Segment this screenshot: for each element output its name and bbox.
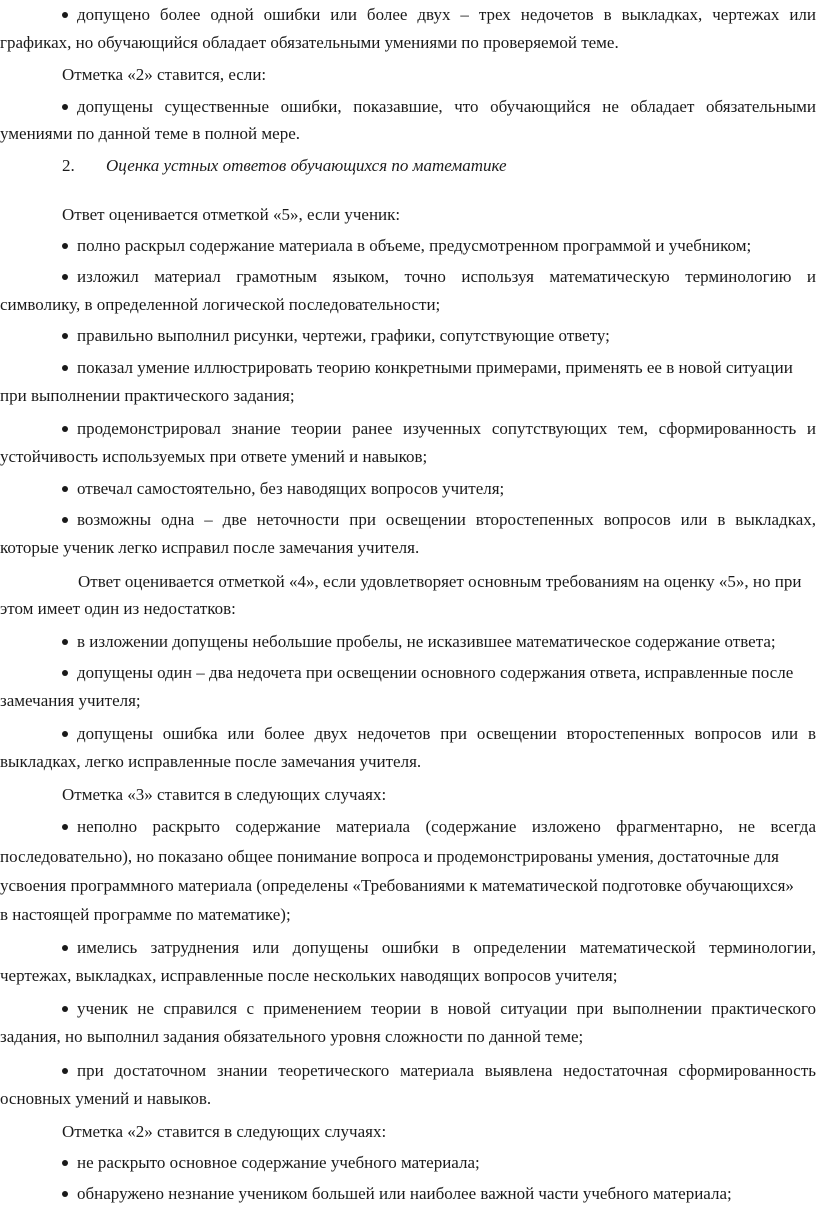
paragraph-line: этом имеет один из недостатков: bbox=[0, 599, 236, 618]
paragraph-line: Ответ оценивается отметкой «5», если ученик: bbox=[62, 205, 401, 224]
paragraph-line: усвоения программного материала (определены «Требованиями к математической подготовке обучающихся» bbox=[0, 876, 794, 895]
paragraph-line: графиках, но обучающийся обладает обязательными умениями по проверяемой теме. bbox=[0, 33, 619, 52]
list-item: допущены один – два недочета при освещении основного содержания ответа, исправленные после bbox=[0, 661, 816, 685]
section-number: 2. bbox=[62, 156, 75, 175]
bullet-icon bbox=[62, 104, 68, 110]
bullet-icon bbox=[62, 426, 68, 432]
paragraph-line: последовательно), но показано общее понимание вопроса и продемонстрированы умения, достаточные для bbox=[0, 847, 779, 866]
bullet-icon bbox=[62, 945, 68, 951]
paragraph-line: основных умений и навыков. bbox=[0, 1089, 212, 1108]
bullet-icon bbox=[62, 639, 68, 645]
bullet-icon bbox=[62, 1191, 68, 1197]
bullet-icon bbox=[62, 12, 68, 18]
bullet-icon bbox=[62, 486, 68, 492]
paragraph-line: чертежах, выкладках, исправленные после нескольких наводящих вопросов учителя; bbox=[0, 966, 618, 985]
list-item: в изложении допущены небольшие пробелы, не исказившее математическое содержание ответа; bbox=[0, 630, 816, 654]
bullet-icon bbox=[62, 274, 68, 280]
bullet-icon bbox=[62, 824, 68, 830]
bullet-icon bbox=[62, 333, 68, 339]
paragraph-line: Отметка «2» ставится в следующих случаях: bbox=[62, 1122, 387, 1141]
list-item: допущены существенные ошибки, показавшие, что обучающийся не обладает обязательными bbox=[0, 95, 816, 119]
list-item: ученик не справился с применением теории в новой ситуации при выполнении практического bbox=[0, 997, 816, 1021]
paragraph-line: Отметка «2» ставится, если: bbox=[62, 65, 267, 84]
list-item: при достаточном знании теоретического материала выявлена недостаточная сформированность bbox=[0, 1059, 816, 1083]
list-item: не раскрыто основное содержание учебного материала; bbox=[0, 1151, 816, 1175]
paragraph-line: замечания учителя; bbox=[0, 691, 141, 710]
list-item: продемонстрировал знание теории ранее изученных сопутствующих тем, сформированность и bbox=[0, 417, 816, 441]
list-item: отвечал самостоятельно, без наводящих вопросов учителя; bbox=[0, 477, 816, 501]
list-item: неполно раскрыто содержание материала (содержание изложено фрагментарно, не всегда bbox=[0, 815, 816, 839]
bullet-icon bbox=[62, 731, 68, 737]
list-item: возможны одна – две неточности при освещении второстепенных вопросов или в выкладках, bbox=[0, 508, 816, 532]
paragraph-line: Отметка «3» ставится в следующих случаях: bbox=[62, 785, 387, 804]
bullet-icon bbox=[62, 1068, 68, 1074]
bullet-icon bbox=[62, 365, 68, 371]
bullet-icon bbox=[62, 1006, 68, 1012]
paragraph-line: при выполнении практического задания; bbox=[0, 386, 295, 405]
paragraph-line: в настоящей программе по математике); bbox=[0, 905, 291, 924]
paragraph-line: умениями по данной теме в полной мере. bbox=[0, 124, 300, 143]
list-item: показал умение иллюстрировать теорию конкретными примерами, применять ее в новой ситуации bbox=[0, 356, 816, 380]
paragraph-line: выкладках, легко исправленные после замечания учителя. bbox=[0, 752, 422, 771]
bullet-icon bbox=[62, 517, 68, 523]
bullet-icon bbox=[62, 243, 68, 249]
paragraph-line: задания, но выполнил задания обязательного уровня сложности по данной теме; bbox=[0, 1027, 584, 1046]
list-item: обнаружено незнание учеником большей или наиболее важной части учебного материала; bbox=[0, 1182, 816, 1206]
paragraph-line: символику, в определенной логической последовательности; bbox=[0, 295, 441, 314]
bullet-icon bbox=[62, 670, 68, 676]
list-item: полно раскрыл содержание материала в объеме, предусмотренном программой и учебником; bbox=[0, 234, 816, 258]
section-title: Оценка устных ответов обучающихся по математике bbox=[106, 156, 507, 175]
list-item: изложил материал грамотным языком, точно используя математическую терминологию и bbox=[0, 265, 816, 289]
list-item: допущено более одной ошибки или более двух – трех недочетов в выкладках, чертежах или bbox=[0, 3, 816, 27]
paragraph-line: устойчивость используемых при ответе умений и навыков; bbox=[0, 447, 428, 466]
list-item: допущены ошибка или более двух недочетов при освещении второстепенных вопросов или в bbox=[0, 722, 816, 746]
list-item: правильно выполнил рисунки, чертежи, графики, сопутствующие ответу; bbox=[0, 324, 816, 348]
paragraph-line: которые ученик легко исправил после замечания учителя. bbox=[0, 538, 420, 557]
bullet-icon bbox=[62, 1160, 68, 1166]
section-heading bbox=[0, 154, 816, 178]
paragraph-line: Ответ оценивается отметкой «4», если удовлетворяет основным требованиям на оценку «5», но при bbox=[78, 572, 802, 591]
list-item: имелись затруднения или допущены ошибки в определении математической терминологии, bbox=[0, 936, 816, 960]
